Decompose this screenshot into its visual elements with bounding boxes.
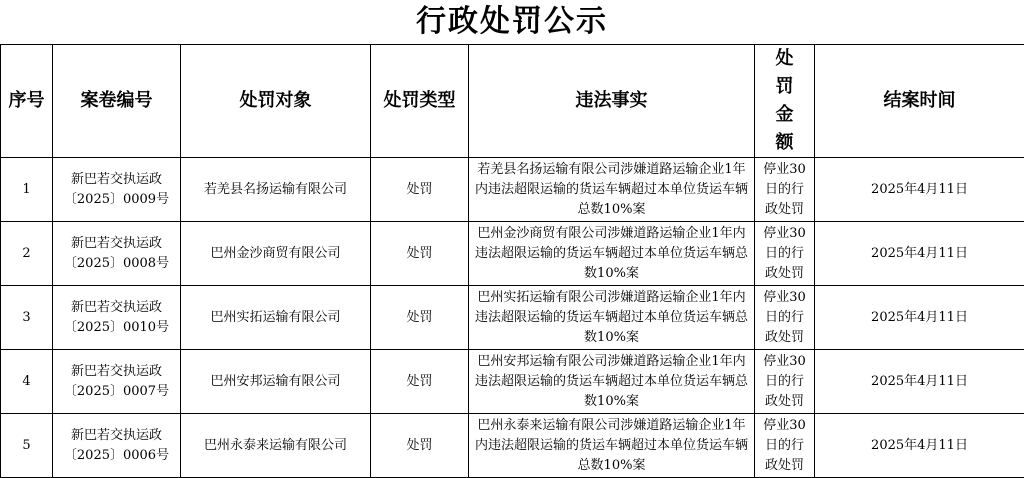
- cell-type: 处罚: [371, 222, 469, 286]
- cell-case: 新巴若交执运政〔2025〕0010号: [53, 286, 181, 350]
- cell-fact: 巴州永泰来运输有限公司涉嫌道路运输企业1年内违法超限运输的货运车辆超过本单位货运车辆总数10%案: [469, 414, 755, 478]
- cell-fact: 巴州金沙商贸有限公司涉嫌道路运输企业1年内违法超限运输的货运车辆超过本单位货运车辆总数10%案: [469, 222, 755, 286]
- cell-no: 1: [1, 158, 53, 222]
- penalty-table: [0, 44, 1024, 478]
- header-target: 处罚对象: [181, 45, 371, 158]
- table-row: [1, 158, 1024, 222]
- cell-target: 巴州实拓运输有限公司: [181, 286, 371, 350]
- cell-fact: 巴州安邦运输有限公司涉嫌道路运输企业1年内违法超限运输的货运车辆超过本单位货运车辆总数10%案: [469, 350, 755, 414]
- cell-type: 处罚: [371, 350, 469, 414]
- cell-amount: 停业30日的行政处罚: [755, 286, 815, 350]
- cell-no: 2: [1, 222, 53, 286]
- header-date: 结案时间: [815, 45, 1024, 158]
- cell-target: 若羌县名扬运输有限公司: [181, 158, 371, 222]
- cell-target: 巴州金沙商贸有限公司: [181, 222, 371, 286]
- header-case: 案卷编号: [53, 45, 181, 158]
- table-row: [1, 414, 1024, 478]
- cell-no: 4: [1, 350, 53, 414]
- cell-amount: 停业30日的行政处罚: [755, 158, 815, 222]
- cell-case: 新巴若交执运政〔2025〕0007号: [53, 350, 181, 414]
- header-type: 处罚类型: [371, 45, 469, 158]
- header-amount: 处罚金额: [755, 45, 815, 158]
- cell-no: 5: [1, 414, 53, 478]
- cell-type: 处罚: [371, 158, 469, 222]
- cell-fact: 巴州实拓运输有限公司涉嫌道路运输企业1年内违法超限运输的货运车辆超过本单位货运车辆总数10%案: [469, 286, 755, 350]
- table-row: [1, 350, 1024, 414]
- cell-amount: 停业30日的行政处罚: [755, 350, 815, 414]
- header-fact: 违法事实: [469, 45, 755, 158]
- cell-date: 2025年4月11日: [815, 222, 1024, 286]
- cell-date: 2025年4月11日: [815, 158, 1024, 222]
- cell-date: 2025年4月11日: [815, 286, 1024, 350]
- page-title: 行政处罚公示: [0, 0, 1024, 44]
- table-header-row: [1, 45, 1024, 158]
- cell-type: 处罚: [371, 286, 469, 350]
- table-row: [1, 222, 1024, 286]
- cell-case: 新巴若交执运政〔2025〕0006号: [53, 414, 181, 478]
- cell-case: 新巴若交执运政〔2025〕0008号: [53, 222, 181, 286]
- cell-target: 巴州永泰来运输有限公司: [181, 414, 371, 478]
- cell-amount: 停业30日的行政处罚: [755, 414, 815, 478]
- cell-case: 新巴若交执运政〔2025〕0009号: [53, 158, 181, 222]
- table-row: [1, 286, 1024, 350]
- cell-date: 2025年4月11日: [815, 350, 1024, 414]
- cell-target: 巴州安邦运输有限公司: [181, 350, 371, 414]
- cell-date: 2025年4月11日: [815, 414, 1024, 478]
- cell-amount: 停业30日的行政处罚: [755, 222, 815, 286]
- cell-no: 3: [1, 286, 53, 350]
- header-no: 序号: [1, 45, 53, 158]
- cell-fact: 若羌县名扬运输有限公司涉嫌道路运输企业1年内违法超限运输的货运车辆超过本单位货运车辆总数10%案: [469, 158, 755, 222]
- cell-type: 处罚: [371, 414, 469, 478]
